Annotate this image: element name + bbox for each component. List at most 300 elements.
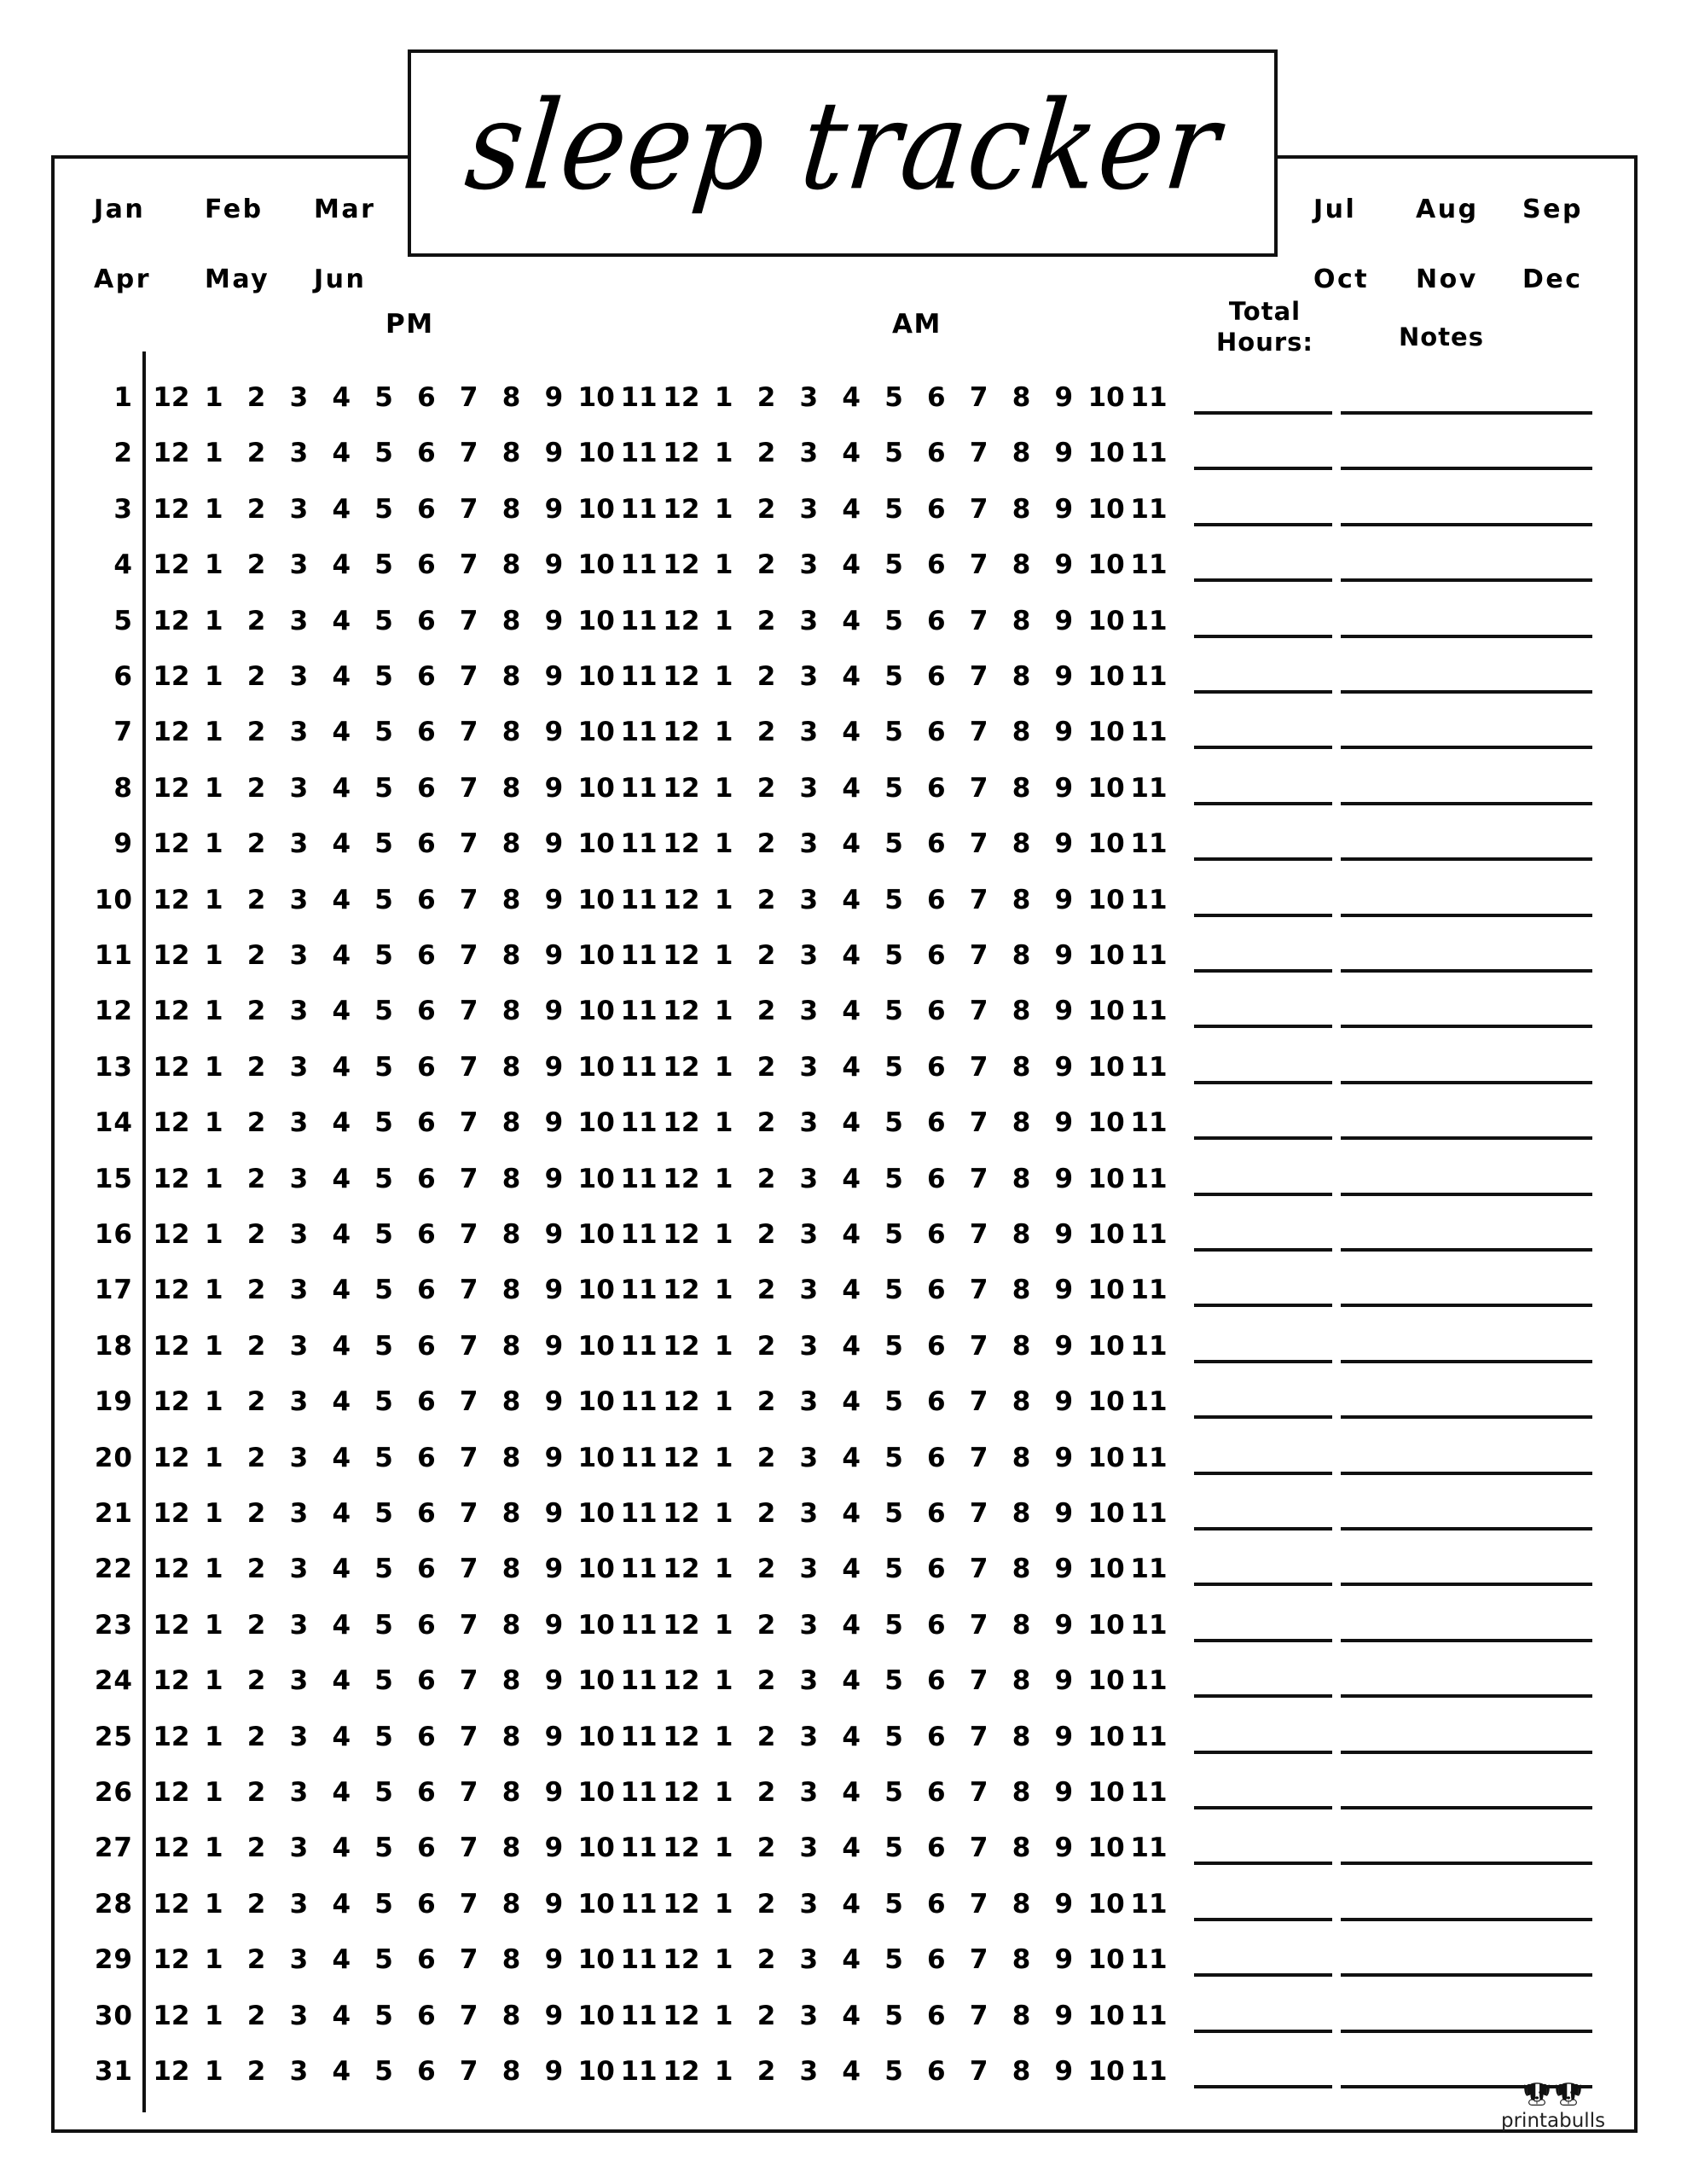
hour-cell[interactable]: 5 — [374, 1275, 393, 1306]
hour-cell[interactable]: 10 — [577, 1163, 615, 1194]
hour-cell[interactable]: 7 — [459, 1721, 478, 1752]
hour-cell[interactable]: 8 — [1012, 1051, 1031, 1083]
hour-cell[interactable]: 6 — [927, 549, 946, 581]
hour-cell[interactable]: 9 — [1054, 1609, 1074, 1641]
total-hours-write-line[interactable] — [1194, 1472, 1332, 1475]
hour-cell[interactable]: 3 — [289, 2056, 309, 2087]
notes-write-line[interactable] — [1341, 2030, 1592, 2033]
hour-cell[interactable]: 1 — [204, 1609, 223, 1641]
hour-cell[interactable]: 8 — [501, 1498, 521, 1529]
hour-cell[interactable]: 1 — [204, 1833, 223, 1864]
hour-cell[interactable]: 1 — [204, 1665, 223, 1697]
hour-cell[interactable]: 6 — [927, 828, 946, 860]
hour-cell[interactable]: 6 — [417, 661, 436, 692]
hour-cell[interactable]: 8 — [1012, 2056, 1031, 2087]
notes-write-line[interactable] — [1341, 1360, 1592, 1363]
hour-cell[interactable]: 12 — [153, 382, 190, 413]
hour-cell[interactable]: 8 — [1012, 382, 1031, 413]
hour-cell[interactable]: 10 — [577, 493, 615, 525]
hour-cell[interactable]: 6 — [927, 2000, 946, 2031]
hour-cell[interactable]: 2 — [246, 940, 266, 971]
hour-cell[interactable]: 5 — [884, 382, 903, 413]
hour-cell[interactable]: 5 — [884, 493, 903, 525]
hour-cell[interactable]: 4 — [332, 1665, 351, 1697]
hour-cell[interactable]: 5 — [374, 1944, 393, 1976]
hour-cell[interactable]: 11 — [1130, 996, 1168, 1027]
hour-cell[interactable]: 9 — [544, 828, 564, 860]
hour-cell[interactable]: 2 — [246, 1442, 266, 1473]
hour-cell[interactable]: 6 — [927, 382, 946, 413]
hour-cell[interactable]: 11 — [620, 717, 658, 748]
hour-cell[interactable]: 3 — [799, 1665, 819, 1697]
hour-cell[interactable]: 6 — [417, 605, 436, 636]
hour-cell[interactable]: 6 — [417, 1777, 436, 1808]
hour-cell[interactable]: 6 — [927, 2056, 946, 2087]
hour-cell[interactable]: 4 — [842, 1665, 861, 1697]
hour-cell[interactable]: 9 — [544, 1051, 564, 1083]
hour-cell[interactable]: 2 — [757, 772, 776, 804]
hour-cell[interactable]: 1 — [204, 493, 223, 525]
hour-cell[interactable]: 1 — [204, 1163, 223, 1194]
hour-cell[interactable]: 6 — [417, 1386, 436, 1418]
hour-cell[interactable]: 8 — [1012, 884, 1031, 915]
hour-cell[interactable]: 10 — [577, 2000, 615, 2031]
notes-write-line[interactable] — [1341, 1583, 1592, 1586]
hour-cell[interactable]: 9 — [544, 2056, 564, 2087]
hour-cell[interactable]: 3 — [799, 1275, 819, 1306]
hour-cell[interactable]: 10 — [1087, 828, 1125, 860]
total-hours-write-line[interactable] — [1194, 635, 1332, 638]
hour-cell[interactable]: 1 — [204, 1498, 223, 1529]
hour-cell[interactable]: 3 — [799, 1330, 819, 1362]
hour-cell[interactable]: 10 — [1087, 605, 1125, 636]
hour-cell[interactable]: 8 — [1012, 1777, 1031, 1808]
hour-cell[interactable]: 4 — [842, 1219, 861, 1250]
hour-cell[interactable]: 11 — [1130, 1275, 1168, 1306]
month-label-aug[interactable]: Aug — [1416, 195, 1479, 224]
hour-cell[interactable]: 9 — [544, 717, 564, 748]
notes-write-line[interactable] — [1341, 1806, 1592, 1809]
hour-cell[interactable]: 9 — [1054, 1554, 1074, 1585]
hour-cell[interactable]: 8 — [1012, 772, 1031, 804]
hour-cell[interactable]: 7 — [969, 382, 988, 413]
hour-cell[interactable]: 2 — [246, 1609, 266, 1641]
hour-cell[interactable]: 4 — [332, 1833, 351, 1864]
hour-cell[interactable]: 5 — [374, 661, 393, 692]
hour-cell[interactable]: 12 — [663, 1163, 700, 1194]
hour-cell[interactable]: 9 — [544, 1275, 564, 1306]
hour-cell[interactable]: 7 — [969, 1888, 988, 1920]
hour-cell[interactable]: 3 — [799, 2056, 819, 2087]
hour-cell[interactable]: 1 — [714, 2056, 733, 2087]
hour-cell[interactable]: 2 — [757, 549, 776, 581]
notes-write-line[interactable] — [1341, 1472, 1592, 1475]
total-hours-write-line[interactable] — [1194, 1193, 1332, 1196]
hour-cell[interactable]: 12 — [663, 1888, 700, 1920]
hour-cell[interactable]: 11 — [1130, 717, 1168, 748]
hour-cell[interactable]: 11 — [620, 1665, 658, 1697]
hour-cell[interactable]: 2 — [757, 996, 776, 1027]
hour-cell[interactable]: 5 — [884, 1330, 903, 1362]
hour-cell[interactable]: 1 — [204, 717, 223, 748]
hour-cell[interactable]: 2 — [246, 1665, 266, 1697]
hour-cell[interactable]: 1 — [714, 1777, 733, 1808]
hour-cell[interactable]: 5 — [884, 1386, 903, 1418]
hour-cell[interactable]: 10 — [1087, 1219, 1125, 1250]
hour-cell[interactable]: 9 — [544, 605, 564, 636]
hour-cell[interactable]: 11 — [1130, 1219, 1168, 1250]
hour-cell[interactable]: 3 — [799, 605, 819, 636]
notes-write-line[interactable] — [1341, 1639, 1592, 1642]
hour-cell[interactable]: 9 — [544, 1833, 564, 1864]
hour-cell[interactable]: 12 — [153, 493, 190, 525]
hour-cell[interactable]: 3 — [289, 1665, 309, 1697]
hour-cell[interactable]: 10 — [1087, 549, 1125, 581]
hour-cell[interactable]: 8 — [1012, 493, 1031, 525]
hour-cell[interactable]: 5 — [884, 1888, 903, 1920]
month-label-feb[interactable]: Feb — [205, 195, 264, 224]
hour-cell[interactable]: 5 — [374, 717, 393, 748]
hour-cell[interactable]: 10 — [1087, 996, 1125, 1027]
hour-cell[interactable]: 7 — [969, 1442, 988, 1473]
hour-cell[interactable]: 6 — [927, 1163, 946, 1194]
hour-cell[interactable]: 3 — [289, 1442, 309, 1473]
hour-cell[interactable]: 5 — [374, 1609, 393, 1641]
hour-cell[interactable]: 3 — [799, 661, 819, 692]
hour-cell[interactable]: 2 — [246, 382, 266, 413]
hour-cell[interactable]: 11 — [620, 2000, 658, 2031]
hour-cell[interactable]: 5 — [884, 940, 903, 971]
hour-cell[interactable]: 4 — [842, 717, 861, 748]
hour-cell[interactable]: 6 — [417, 2000, 436, 2031]
hour-cell[interactable]: 3 — [799, 1609, 819, 1641]
hour-cell[interactable]: 6 — [417, 1888, 436, 1920]
hour-cell[interactable]: 2 — [246, 1944, 266, 1976]
hour-cell[interactable]: 6 — [927, 1777, 946, 1808]
hour-cell[interactable]: 10 — [577, 1498, 615, 1529]
hour-cell[interactable]: 2 — [246, 1330, 266, 1362]
hour-cell[interactable]: 12 — [153, 1051, 190, 1083]
hour-cell[interactable]: 3 — [799, 996, 819, 1027]
hour-cell[interactable]: 6 — [417, 940, 436, 971]
hour-cell[interactable]: 6 — [417, 1275, 436, 1306]
hour-cell[interactable]: 8 — [501, 2000, 521, 2031]
hour-cell[interactable]: 11 — [1130, 1944, 1168, 1976]
total-hours-write-line[interactable] — [1194, 746, 1332, 749]
hour-cell[interactable]: 11 — [620, 438, 658, 469]
hour-cell[interactable]: 8 — [501, 828, 521, 860]
hour-cell[interactable]: 8 — [1012, 1386, 1031, 1418]
notes-write-line[interactable] — [1341, 1415, 1592, 1419]
hour-cell[interactable]: 11 — [1130, 1609, 1168, 1641]
total-hours-write-line[interactable] — [1194, 857, 1332, 861]
hour-cell[interactable]: 1 — [204, 2056, 223, 2087]
hour-cell[interactable]: 7 — [459, 1219, 478, 1250]
hour-cell[interactable]: 10 — [577, 1833, 615, 1864]
hour-cell[interactable]: 10 — [1087, 2000, 1125, 2031]
hour-cell[interactable]: 8 — [1012, 940, 1031, 971]
hour-cell[interactable]: 12 — [663, 1665, 700, 1697]
hour-cell[interactable]: 7 — [459, 661, 478, 692]
hour-cell[interactable]: 1 — [714, 1330, 733, 1362]
hour-cell[interactable]: 5 — [374, 493, 393, 525]
hour-cell[interactable]: 9 — [544, 1609, 564, 1641]
hour-cell[interactable]: 2 — [246, 1777, 266, 1808]
hour-cell[interactable]: 7 — [969, 1554, 988, 1585]
hour-cell[interactable]: 9 — [1054, 1721, 1074, 1752]
hour-cell[interactable]: 4 — [332, 382, 351, 413]
hour-cell[interactable]: 3 — [289, 661, 309, 692]
hour-cell[interactable]: 12 — [153, 549, 190, 581]
hour-cell[interactable]: 12 — [153, 1442, 190, 1473]
hour-cell[interactable]: 1 — [714, 1554, 733, 1585]
hour-cell[interactable]: 11 — [620, 1721, 658, 1752]
hour-cell[interactable]: 11 — [1130, 1721, 1168, 1752]
hour-cell[interactable]: 10 — [1087, 1777, 1125, 1808]
hour-cell[interactable]: 9 — [544, 1386, 564, 1418]
hour-cell[interactable]: 5 — [374, 828, 393, 860]
notes-write-line[interactable] — [1341, 1136, 1592, 1140]
hour-cell[interactable]: 6 — [927, 438, 946, 469]
hour-cell[interactable]: 3 — [289, 493, 309, 525]
hour-cell[interactable]: 5 — [374, 772, 393, 804]
hour-cell[interactable]: 6 — [417, 1833, 436, 1864]
hour-cell[interactable]: 2 — [757, 1777, 776, 1808]
month-label-jul[interactable]: Jul — [1313, 195, 1357, 224]
notes-write-line[interactable] — [1341, 1694, 1592, 1698]
hour-cell[interactable]: 10 — [577, 1554, 615, 1585]
hour-cell[interactable]: 9 — [544, 382, 564, 413]
hour-cell[interactable]: 4 — [842, 1833, 861, 1864]
hour-cell[interactable]: 6 — [927, 996, 946, 1027]
hour-cell[interactable]: 11 — [1130, 1107, 1168, 1139]
hour-cell[interactable]: 7 — [459, 438, 478, 469]
hour-cell[interactable]: 4 — [842, 438, 861, 469]
notes-write-line[interactable] — [1341, 802, 1592, 805]
hour-cell[interactable]: 7 — [459, 1386, 478, 1418]
total-hours-write-line[interactable] — [1194, 1025, 1332, 1028]
hour-cell[interactable]: 4 — [842, 828, 861, 860]
hour-cell[interactable]: 11 — [620, 828, 658, 860]
notes-write-line[interactable] — [1341, 857, 1592, 861]
hour-cell[interactable]: 12 — [153, 828, 190, 860]
hour-cell[interactable]: 10 — [577, 884, 615, 915]
hour-cell[interactable]: 12 — [663, 438, 700, 469]
hour-cell[interactable]: 11 — [1130, 1498, 1168, 1529]
hour-cell[interactable]: 7 — [459, 996, 478, 1027]
hour-cell[interactable]: 7 — [969, 1498, 988, 1529]
hour-cell[interactable]: 12 — [663, 605, 700, 636]
hour-cell[interactable]: 7 — [969, 1219, 988, 1250]
hour-cell[interactable]: 12 — [663, 2056, 700, 2087]
hour-cell[interactable]: 2 — [246, 2056, 266, 2087]
hour-cell[interactable]: 9 — [1054, 605, 1074, 636]
hour-cell[interactable]: 7 — [459, 884, 478, 915]
hour-cell[interactable]: 8 — [1012, 1442, 1031, 1473]
hour-cell[interactable]: 2 — [757, 1442, 776, 1473]
hour-cell[interactable]: 5 — [374, 940, 393, 971]
hour-cell[interactable]: 12 — [663, 772, 700, 804]
hour-cell[interactable]: 12 — [663, 1833, 700, 1864]
hour-cell[interactable]: 1 — [714, 1888, 733, 1920]
hour-cell[interactable]: 12 — [663, 1554, 700, 1585]
hour-cell[interactable]: 4 — [842, 1888, 861, 1920]
hour-cell[interactable]: 2 — [246, 1051, 266, 1083]
hour-cell[interactable]: 5 — [884, 1833, 903, 1864]
hour-cell[interactable]: 8 — [1012, 1665, 1031, 1697]
hour-cell[interactable]: 8 — [501, 1721, 521, 1752]
hour-cell[interactable]: 11 — [620, 1777, 658, 1808]
hour-cell[interactable]: 11 — [620, 1330, 658, 1362]
notes-write-line[interactable] — [1341, 1025, 1592, 1028]
hour-cell[interactable]: 10 — [1087, 1275, 1125, 1306]
hour-cell[interactable]: 3 — [289, 605, 309, 636]
hour-cell[interactable]: 12 — [153, 438, 190, 469]
notes-write-line[interactable] — [1341, 1304, 1592, 1307]
hour-cell[interactable]: 5 — [374, 605, 393, 636]
hour-cell[interactable]: 8 — [1012, 996, 1031, 1027]
hour-cell[interactable]: 3 — [289, 996, 309, 1027]
hour-cell[interactable]: 11 — [1130, 1888, 1168, 1920]
hour-cell[interactable]: 5 — [884, 1777, 903, 1808]
hour-cell[interactable]: 11 — [620, 1442, 658, 1473]
total-hours-write-line[interactable] — [1194, 411, 1332, 415]
month-label-sep[interactable]: Sep — [1522, 195, 1583, 224]
hour-cell[interactable]: 12 — [153, 1386, 190, 1418]
hour-cell[interactable]: 11 — [1130, 1777, 1168, 1808]
hour-cell[interactable]: 8 — [501, 1442, 521, 1473]
hour-cell[interactable]: 7 — [459, 1609, 478, 1641]
hour-cell[interactable]: 10 — [1087, 1107, 1125, 1139]
hour-cell[interactable]: 7 — [459, 940, 478, 971]
hour-cell[interactable]: 6 — [927, 1107, 946, 1139]
hour-cell[interactable]: 6 — [927, 1219, 946, 1250]
hour-cell[interactable]: 2 — [246, 605, 266, 636]
hour-cell[interactable]: 5 — [374, 1107, 393, 1139]
hour-cell[interactable]: 10 — [1087, 772, 1125, 804]
hour-cell[interactable]: 5 — [374, 1833, 393, 1864]
hour-cell[interactable]: 1 — [204, 1275, 223, 1306]
hour-cell[interactable]: 4 — [332, 605, 351, 636]
hour-cell[interactable]: 1 — [714, 717, 733, 748]
hour-cell[interactable]: 2 — [757, 1665, 776, 1697]
hour-cell[interactable]: 6 — [417, 1498, 436, 1529]
hour-cell[interactable]: 1 — [204, 1944, 223, 1976]
hour-cell[interactable]: 2 — [246, 1721, 266, 1752]
hour-cell[interactable]: 9 — [544, 1163, 564, 1194]
hour-cell[interactable]: 3 — [799, 1944, 819, 1976]
hour-cell[interactable]: 6 — [927, 1944, 946, 1976]
hour-cell[interactable]: 7 — [969, 1609, 988, 1641]
hour-cell[interactable]: 10 — [577, 717, 615, 748]
hour-cell[interactable]: 2 — [246, 438, 266, 469]
hour-cell[interactable]: 2 — [757, 1107, 776, 1139]
hour-cell[interactable]: 12 — [153, 1665, 190, 1697]
hour-cell[interactable]: 11 — [620, 1107, 658, 1139]
hour-cell[interactable]: 12 — [663, 828, 700, 860]
total-hours-write-line[interactable] — [1194, 467, 1332, 470]
hour-cell[interactable]: 7 — [969, 661, 988, 692]
total-hours-write-line[interactable] — [1194, 1751, 1332, 1754]
hour-cell[interactable]: 5 — [884, 717, 903, 748]
hour-cell[interactable]: 6 — [417, 1609, 436, 1641]
hour-cell[interactable]: 10 — [577, 1386, 615, 1418]
hour-cell[interactable]: 5 — [884, 2000, 903, 2031]
hour-cell[interactable]: 4 — [332, 1777, 351, 1808]
hour-cell[interactable]: 5 — [374, 1888, 393, 1920]
hour-cell[interactable]: 5 — [374, 1219, 393, 1250]
hour-cell[interactable]: 9 — [1054, 1888, 1074, 1920]
total-hours-write-line[interactable] — [1194, 1415, 1332, 1419]
hour-cell[interactable]: 7 — [459, 1051, 478, 1083]
hour-cell[interactable]: 7 — [969, 1944, 988, 1976]
notes-write-line[interactable] — [1341, 635, 1592, 638]
hour-cell[interactable]: 8 — [1012, 1721, 1031, 1752]
hour-cell[interactable]: 8 — [1012, 828, 1031, 860]
month-label-oct[interactable]: Oct — [1313, 264, 1370, 294]
hour-cell[interactable]: 10 — [577, 1275, 615, 1306]
hour-cell[interactable]: 5 — [884, 438, 903, 469]
hour-cell[interactable]: 2 — [757, 2056, 776, 2087]
hour-cell[interactable]: 10 — [577, 1777, 615, 1808]
total-hours-write-line[interactable] — [1194, 1360, 1332, 1363]
hour-cell[interactable]: 1 — [204, 438, 223, 469]
hour-cell[interactable]: 8 — [501, 1219, 521, 1250]
hour-cell[interactable]: 4 — [842, 1721, 861, 1752]
hour-cell[interactable]: 1 — [204, 661, 223, 692]
hour-cell[interactable]: 7 — [969, 1107, 988, 1139]
month-label-dec[interactable]: Dec — [1522, 264, 1583, 294]
hour-cell[interactable]: 2 — [757, 1275, 776, 1306]
hour-cell[interactable]: 4 — [842, 772, 861, 804]
hour-cell[interactable]: 6 — [927, 1051, 946, 1083]
hour-cell[interactable]: 7 — [969, 772, 988, 804]
hour-cell[interactable]: 8 — [501, 717, 521, 748]
hour-cell[interactable]: 4 — [332, 661, 351, 692]
hour-cell[interactable]: 5 — [374, 1442, 393, 1473]
hour-cell[interactable]: 8 — [1012, 605, 1031, 636]
hour-cell[interactable]: 2 — [246, 884, 266, 915]
hour-cell[interactable]: 3 — [799, 438, 819, 469]
hour-cell[interactable]: 3 — [799, 549, 819, 581]
hour-cell[interactable]: 3 — [799, 1833, 819, 1864]
hour-cell[interactable]: 6 — [927, 1386, 946, 1418]
hour-cell[interactable]: 2 — [757, 1330, 776, 1362]
hour-cell[interactable]: 7 — [969, 1051, 988, 1083]
hour-cell[interactable]: 5 — [884, 605, 903, 636]
hour-cell[interactable]: 1 — [714, 772, 733, 804]
hour-cell[interactable]: 4 — [842, 1163, 861, 1194]
hour-cell[interactable]: 5 — [884, 772, 903, 804]
hour-cell[interactable]: 7 — [969, 1665, 988, 1697]
hour-cell[interactable]: 8 — [501, 605, 521, 636]
hour-cell[interactable]: 4 — [332, 1498, 351, 1529]
hour-cell[interactable]: 4 — [842, 661, 861, 692]
hour-cell[interactable]: 6 — [927, 884, 946, 915]
hour-cell[interactable]: 12 — [153, 605, 190, 636]
hour-cell[interactable]: 10 — [1087, 1442, 1125, 1473]
hour-cell[interactable]: 1 — [714, 549, 733, 581]
hour-cell[interactable]: 12 — [663, 661, 700, 692]
total-hours-write-line[interactable] — [1194, 2085, 1332, 2088]
hour-cell[interactable]: 8 — [501, 549, 521, 581]
hour-cell[interactable]: 11 — [1130, 2056, 1168, 2087]
hour-cell[interactable]: 7 — [969, 2056, 988, 2087]
hour-cell[interactable]: 7 — [969, 940, 988, 971]
hour-cell[interactable]: 4 — [842, 549, 861, 581]
hour-cell[interactable]: 4 — [842, 1944, 861, 1976]
notes-write-line[interactable] — [1341, 1193, 1592, 1196]
